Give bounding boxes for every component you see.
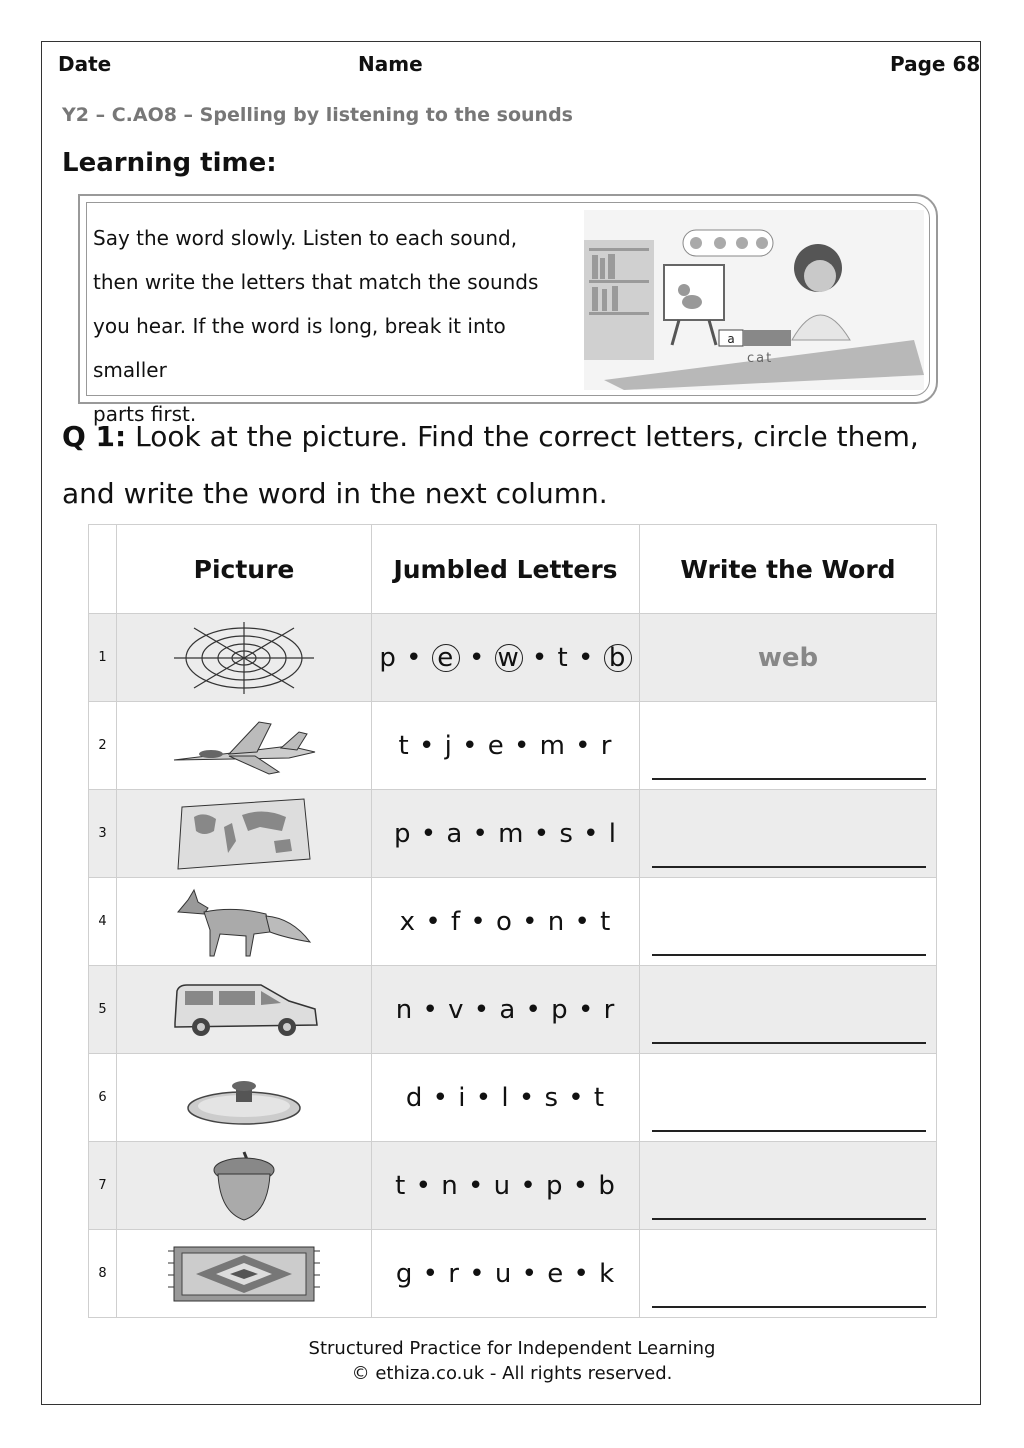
letter[interactable]: m — [498, 818, 525, 849]
letter-separator: • — [396, 642, 432, 673]
table-row — [89, 702, 937, 790]
answer-cell[interactable] — [640, 1054, 937, 1142]
table-row — [89, 966, 937, 1054]
learning-line: you hear. If the word is long, break it into smaller — [93, 314, 506, 382]
letter-separator: • — [504, 730, 540, 761]
letter[interactable]: r — [603, 994, 616, 1025]
answer-line[interactable] — [652, 1218, 926, 1220]
answer-cell[interactable] — [640, 790, 937, 878]
letter-separator: • — [565, 730, 601, 761]
name-label: Name — [358, 52, 423, 76]
letter[interactable]: u — [493, 1170, 512, 1201]
letter[interactable]: n — [395, 994, 414, 1025]
letter[interactable]: w — [495, 644, 523, 672]
letter[interactable]: l — [608, 818, 618, 849]
letter[interactable]: t — [600, 906, 612, 937]
letter-separator: • — [565, 906, 601, 937]
lid-picture — [117, 1054, 372, 1142]
table-row — [89, 1230, 937, 1318]
letter[interactable]: t — [593, 1082, 606, 1113]
letter[interactable]: a — [499, 994, 517, 1025]
header-write: Write the Word — [640, 525, 937, 614]
letter-separator: • — [409, 730, 445, 761]
girl-at-desk-illustration — [584, 210, 924, 390]
fox-picture — [117, 878, 372, 966]
jumbled-letters[interactable] — [372, 878, 640, 966]
letter[interactable]: k — [599, 1258, 616, 1289]
letter-separator: • — [522, 642, 558, 673]
letter[interactable]: n — [547, 906, 566, 937]
jumbled-letters[interactable] — [372, 966, 640, 1054]
jumbled-letters[interactable] — [372, 1054, 640, 1142]
letter[interactable]: v — [448, 994, 465, 1025]
learning-line: parts first. — [93, 402, 197, 426]
row-number: 6 — [89, 1054, 117, 1142]
question-label: Q 1: — [62, 420, 127, 453]
header-picture: Picture — [117, 525, 372, 614]
answer-cell[interactable] — [640, 878, 937, 966]
answer-cell[interactable] — [640, 614, 937, 702]
letter-separator: • — [509, 1082, 545, 1113]
jumbled-letters[interactable] — [372, 790, 640, 878]
letter[interactable]: f — [450, 906, 462, 937]
illustration-tile-letter: a — [727, 332, 735, 346]
answer-cell[interactable] — [640, 1230, 937, 1318]
row-number: 5 — [89, 966, 117, 1054]
letter[interactable]: p — [393, 818, 412, 849]
letter[interactable]: l — [501, 1082, 510, 1113]
jumbled-letters[interactable] — [372, 702, 640, 790]
learning-line: then write the letters that match the sounds — [93, 270, 539, 294]
learning-time-text — [93, 216, 583, 436]
letter-separator: • — [452, 730, 488, 761]
row-number: 7 — [89, 1142, 117, 1230]
illustration-word: cat — [747, 351, 774, 366]
letter[interactable]: r — [448, 1258, 460, 1289]
header-jumbled: Jumbled Letters — [372, 525, 640, 614]
jumbled-letters[interactable] — [372, 1142, 640, 1230]
answer-line[interactable] — [652, 1130, 926, 1132]
letter[interactable]: n — [441, 1170, 459, 1201]
learning-line: Say the word slowly. Listen to each sound, — [93, 226, 518, 250]
letter-separator: • — [416, 906, 451, 937]
letter-separator: • — [413, 1258, 449, 1289]
footer — [0, 1336, 1024, 1386]
letter[interactable]: g — [395, 1258, 414, 1289]
letter-separator: • — [512, 1258, 548, 1289]
row-number: 8 — [89, 1230, 117, 1318]
answer-cell[interactable] — [640, 966, 937, 1054]
letter-separator: • — [563, 1170, 599, 1201]
row-number: 1 — [89, 614, 117, 702]
header-number — [89, 525, 117, 614]
date-label: Date — [58, 52, 112, 76]
letter[interactable]: t — [395, 1170, 407, 1201]
letter[interactable]: t — [557, 642, 569, 673]
answer-line[interactable] — [652, 778, 926, 780]
letter-separator: • — [559, 1082, 594, 1113]
letter[interactable]: i — [458, 1082, 467, 1113]
letter-separator: • — [568, 642, 604, 673]
answer-line[interactable] — [652, 1042, 926, 1044]
row-number: 4 — [89, 878, 117, 966]
letter-separator: • — [464, 994, 500, 1025]
letter-separator: • — [459, 642, 495, 673]
van-picture — [117, 966, 372, 1054]
letter[interactable]: s — [559, 818, 574, 849]
letter-separator: • — [461, 906, 496, 937]
letter-separator: • — [564, 1258, 600, 1289]
letter[interactable]: e — [547, 1258, 565, 1289]
answer-cell[interactable] — [640, 702, 937, 790]
letter-separator: • — [459, 1258, 495, 1289]
letter[interactable]: d — [405, 1082, 424, 1113]
learning-time-title: Learning time: — [62, 148, 277, 178]
letter-separator: • — [512, 906, 548, 937]
answer-line[interactable] — [652, 954, 926, 956]
letter[interactable]: m — [539, 730, 566, 761]
worksheet-subtitle: Y2 – C.AO8 – Spelling by listening to the sounds — [62, 104, 573, 126]
table-row — [89, 790, 937, 878]
question-text: Look at the picture. Find the correct letters, circle them, and write the word in the next column. — [62, 420, 919, 510]
answer-line[interactable] — [652, 1306, 926, 1308]
letter[interactable]: j — [444, 730, 453, 761]
letter[interactable]: a — [446, 818, 464, 849]
jet-picture — [117, 702, 372, 790]
map-picture — [117, 790, 372, 878]
letter[interactable]: t — [398, 730, 410, 761]
footer-line-2: © ethiza.co.uk - All rights reserved. — [351, 1363, 673, 1384]
letter[interactable]: e — [432, 644, 460, 672]
letter-separator: • — [413, 994, 449, 1025]
answer-text: web — [757, 642, 819, 673]
letter-separator: • — [423, 1082, 459, 1113]
acorn-picture — [117, 1142, 372, 1230]
letter[interactable]: u — [494, 1258, 513, 1289]
letter-separator: • — [458, 1170, 494, 1201]
question-1 — [62, 408, 962, 522]
letter-separator: • — [511, 1170, 546, 1201]
table-header-row — [89, 525, 937, 614]
row-number: 2 — [89, 702, 117, 790]
answer-cell[interactable] — [640, 1142, 937, 1230]
jumbled-letters[interactable] — [372, 614, 640, 702]
letter-separator: • — [406, 1170, 442, 1201]
table-row — [89, 614, 937, 702]
letter[interactable]: e — [487, 730, 505, 761]
table-row — [89, 1142, 937, 1230]
letter-separator: • — [573, 818, 609, 849]
page-number: Page 68 — [890, 52, 981, 76]
letter[interactable]: p — [551, 994, 569, 1025]
letter[interactable]: b — [598, 1170, 616, 1201]
letter-separator: • — [411, 818, 447, 849]
letter-separator: • — [463, 818, 499, 849]
jumbled-letters[interactable] — [372, 1230, 640, 1318]
rug-picture — [117, 1230, 372, 1318]
letter[interactable]: r — [600, 730, 613, 761]
letter[interactable]: s — [544, 1082, 560, 1113]
footer-line-1: Structured Practice for Independent Learning — [308, 1338, 716, 1359]
letter[interactable]: p — [545, 1170, 564, 1201]
letter-separator: • — [568, 994, 604, 1025]
letter[interactable]: p — [379, 642, 397, 673]
letter[interactable]: o — [495, 906, 513, 937]
letter-separator: • — [524, 818, 560, 849]
letter-separator: • — [516, 994, 552, 1025]
letter[interactable]: x — [399, 906, 417, 937]
letter[interactable]: b — [604, 644, 632, 672]
table-row — [89, 1054, 937, 1142]
row-number: 3 — [89, 790, 117, 878]
table-row — [89, 878, 937, 966]
letter-separator: • — [466, 1082, 502, 1113]
answer-line[interactable] — [652, 866, 926, 868]
word-table — [88, 524, 937, 1318]
spider-web-picture — [117, 614, 372, 702]
